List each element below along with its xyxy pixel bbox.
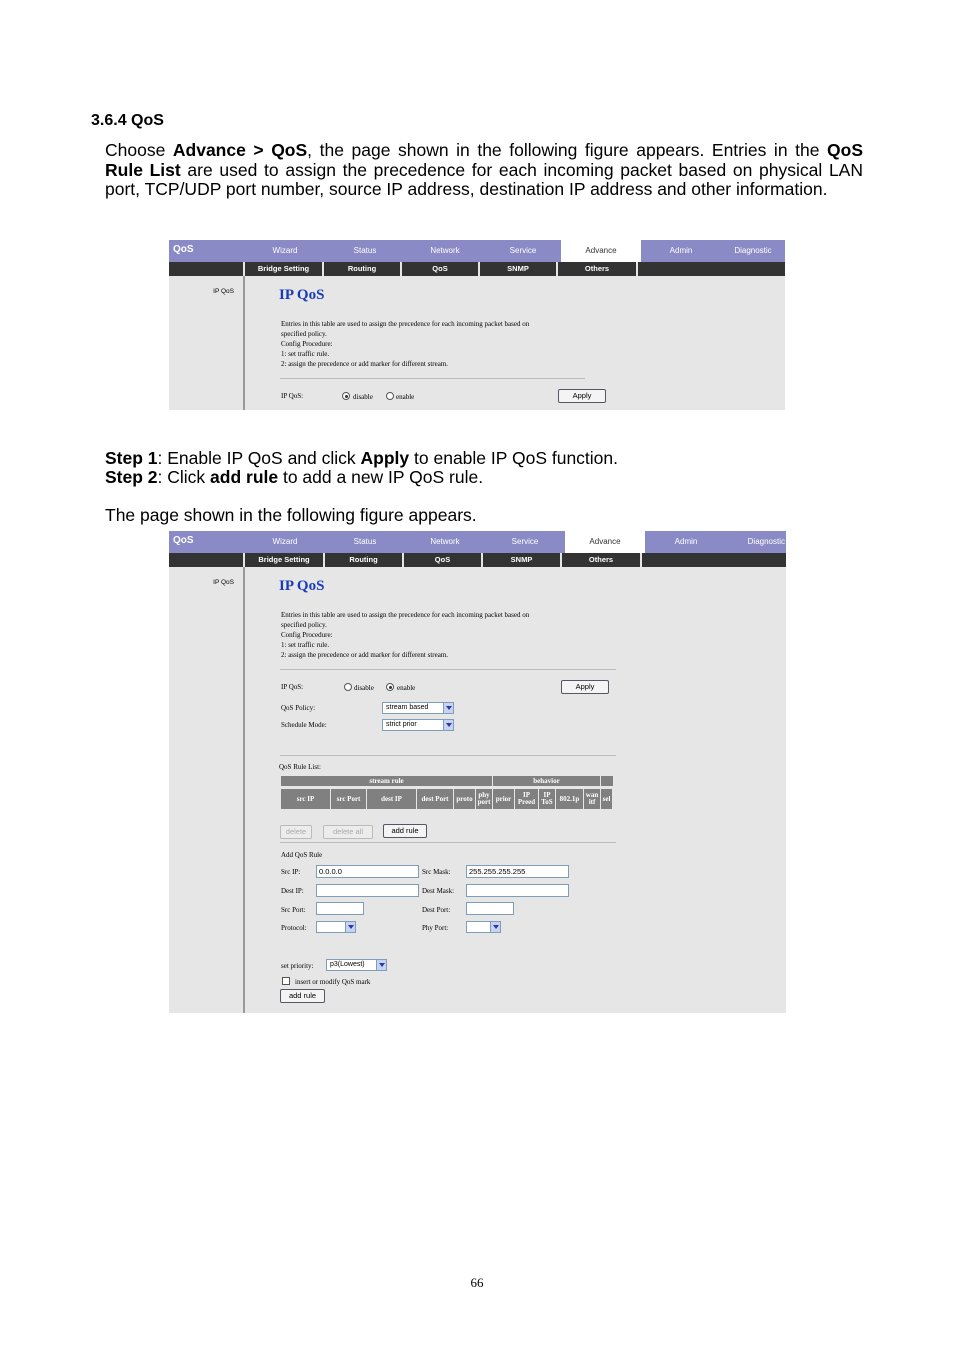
src-ip-label: Src IP: <box>281 868 301 876</box>
nav-network[interactable]: Network <box>430 246 460 255</box>
divider <box>280 842 616 843</box>
disable-radio[interactable] <box>342 392 350 400</box>
phy-port-label: Phy Port: <box>422 924 449 932</box>
protocol-label: Protocol: <box>281 924 307 932</box>
col-proto: proto <box>454 789 476 809</box>
src-mask-label: Src Mask: <box>422 868 451 876</box>
insert-modify-label: insert or modify QoS mark <box>295 978 371 986</box>
nav-admin[interactable]: Admin <box>669 246 693 255</box>
col-phy-port: phy port <box>476 789 493 809</box>
phy-port-select[interactable] <box>466 921 501 933</box>
enable-label: enable <box>396 393 415 401</box>
nav-wizard[interactable]: Wizard <box>272 537 298 546</box>
col-src-port: src Port <box>331 789 367 809</box>
dest-mask-input[interactable] <box>466 884 569 897</box>
description: Entries in this table are used to assign the precedence for each incoming packet based on specified policy. Config Procedure: 1: set traffic rule. 2: assign the precedence or add marker for different stream. <box>281 611 530 659</box>
src-port-label: Src Port: <box>281 906 306 914</box>
apply-button[interactable]: Apply <box>561 680 609 694</box>
src-port-input[interactable] <box>316 902 364 915</box>
nav-service[interactable]: Service <box>509 246 537 255</box>
main-nav <box>169 531 786 553</box>
ip-qos-label: IP QoS: <box>281 683 304 691</box>
section-heading: 3.6.4 QoS <box>91 112 164 129</box>
subnav-snmp[interactable]: SNMP <box>480 262 558 276</box>
dest-port-input[interactable] <box>466 902 514 915</box>
disable-label: disable <box>354 684 374 692</box>
subnav-bridge-setting[interactable]: Bridge Setting <box>245 262 324 276</box>
screenshot-ip-qos-disabled <box>169 240 785 410</box>
subnav-qos[interactable]: QoS <box>402 262 480 276</box>
page-title: IP QoS <box>279 287 325 303</box>
divider <box>280 755 616 756</box>
subnav-routing[interactable]: Routing <box>324 262 402 276</box>
nav-diagnostic[interactable]: Diagnostic <box>747 537 785 546</box>
col-sel: sel <box>601 789 613 809</box>
protocol-select[interactable] <box>316 921 356 933</box>
src-ip-input[interactable]: 0.0.0.0 <box>316 865 419 878</box>
qos-policy-label: QoS Policy: <box>281 704 316 712</box>
nav-advance[interactable]: Advance <box>561 240 641 262</box>
disable-radio[interactable] <box>344 683 352 691</box>
set-priority-select[interactable]: p3(Lowest) <box>326 959 387 971</box>
chevron-down-icon <box>443 703 453 713</box>
schedule-mode-select[interactable]: strict prior <box>382 719 454 731</box>
qos-rule-list-label: QoS Rule List: <box>279 763 322 771</box>
subnav-snmp[interactable]: SNMP <box>483 553 562 567</box>
col-ip-tos: IP ToS <box>539 789 556 809</box>
nav-status[interactable]: Status <box>353 537 377 546</box>
set-priority-label: set priority: <box>281 962 314 970</box>
chevron-down-icon <box>376 960 386 970</box>
schedule-mode-label: Schedule Mode: <box>281 721 327 729</box>
sidebar-item-ip-qos[interactable]: IP QoS <box>213 288 234 295</box>
nav-diagnostic[interactable]: Diagnostic <box>734 246 772 255</box>
nav-status[interactable]: Status <box>353 246 377 255</box>
col-dest-ip: dest IP <box>367 789 417 809</box>
add-rule-submit-button[interactable]: add rule <box>280 989 325 1003</box>
add-qos-rule-label: Add QoS Rule <box>281 851 323 859</box>
insert-modify-checkbox[interactable] <box>282 977 290 985</box>
page-number: 66 <box>470 1275 484 1290</box>
logo: QoS <box>173 535 194 546</box>
dest-ip-label: Dest IP: <box>281 887 304 895</box>
nav-admin[interactable]: Admin <box>674 537 698 546</box>
col-dest-port: dest Port <box>417 789 454 809</box>
dest-ip-input[interactable] <box>316 884 419 897</box>
add-rule-button[interactable]: add rule <box>383 824 427 838</box>
step-1: Step 1: Enable IP QoS and click Apply to enable IP QoS function. <box>105 448 619 468</box>
subnav-bridge-setting[interactable]: Bridge Setting <box>245 553 325 567</box>
subnav-others[interactable]: Others <box>562 553 642 567</box>
divider <box>280 378 585 379</box>
disable-label: disable <box>353 393 373 401</box>
chevron-down-icon <box>443 720 453 730</box>
behavior-header: behavior <box>493 776 600 786</box>
subnav-others[interactable]: Others <box>558 262 638 276</box>
enable-radio[interactable] <box>386 683 394 691</box>
screenshot-ip-qos-enabled <box>169 531 786 1013</box>
nav-wizard[interactable]: Wizard <box>272 246 298 255</box>
chevron-down-icon <box>490 922 500 932</box>
logo: QoS <box>173 244 194 255</box>
divider <box>280 669 616 670</box>
sub-nav <box>169 262 785 276</box>
col-wan-itf: wan itf <box>584 789 601 809</box>
intro-paragraph: Choose Advance > QoS, the page shown in the following figure appears. Entries in the QoS Rule List are used to assign the precedence for each incoming packet based on physical LAN port, TCP/UDP port number, source IP address, destination IP address and other information. <box>105 140 863 199</box>
description: Entries in this table are used to assign the precedence for each incoming packet based on specified policy. Config Procedure: 1: set traffic rule. 2: assign the precedence or add marker for different stream. <box>281 320 530 368</box>
page-title: IP QoS <box>279 578 325 594</box>
apply-button[interactable]: Apply <box>558 389 606 403</box>
ip-qos-label: IP QoS: <box>281 392 304 400</box>
col-src-ip: src IP <box>281 789 331 809</box>
src-mask-input[interactable]: 255.255.255.255 <box>466 865 569 878</box>
step-2: Step 2: Click add rule to add a new IP QoS rule. <box>105 467 484 487</box>
subnav-qos[interactable]: QoS <box>404 553 483 567</box>
sidebar <box>169 276 245 410</box>
sub-nav <box>169 553 786 567</box>
col-prior: prior <box>493 789 515 809</box>
enable-radio[interactable] <box>386 392 394 400</box>
chevron-down-icon <box>345 922 355 932</box>
following-text: The page shown in the following figure appears. <box>105 505 477 525</box>
delete-all-button[interactable]: delete all <box>323 825 373 839</box>
dest-port-label: Dest Port: <box>422 906 451 914</box>
nav-network[interactable]: Network <box>430 537 460 546</box>
subnav-routing[interactable]: Routing <box>325 553 404 567</box>
sidebar-item-ip-qos[interactable]: IP QoS <box>213 579 234 586</box>
sidebar <box>169 567 245 1013</box>
nav-advance[interactable]: Advance <box>565 531 645 553</box>
enable-label: enable <box>397 684 416 692</box>
col-802-1p: 802.1p <box>556 789 584 809</box>
qos-policy-select[interactable]: stream based <box>382 702 454 714</box>
delete-button[interactable]: delete <box>280 825 312 839</box>
dest-mask-label: Dest Mask: <box>422 887 455 895</box>
stream-rule-header: stream rule <box>281 776 492 786</box>
nav-service[interactable]: Service <box>511 537 539 546</box>
col-ip-preed: IP Preed <box>515 789 539 809</box>
main-nav <box>169 240 785 262</box>
